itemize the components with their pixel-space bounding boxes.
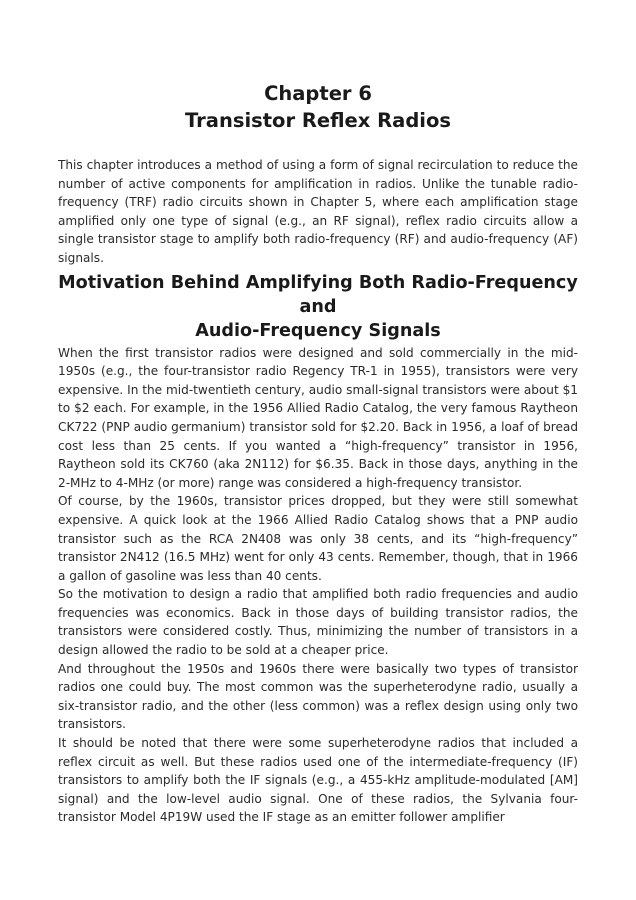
body-paragraph: So the motivation to design a radio that amplified both radio frequencies and audio frequencies was economics. Back in those days of building transistor radios, the transistors were considered costly. Thus, minimizing the number of transistors in a design allowed the radio to be sold at a cheaper price. (58, 587, 578, 658)
body-paragraph: And throughout the 1950s and 1960s there were basically two types of transistor radios one could buy. The most common was the superheterodyne radio, usually a six-transistor radio, and the other (less common) was a reflex design using only two transistors. (58, 661, 578, 732)
section-heading (56, 271, 580, 343)
section-heading-line-1: Motivation Behind Amplifying Both Radio-Frequency and (58, 272, 578, 317)
section-heading-line-2: Audio-Frequency Signals (195, 320, 441, 341)
chapter-title (58, 80, 578, 134)
intro-paragraph: This chapter introduces a method of using a form of signal recirculation to reduce the number of active components for amplification in radios. Unlike the tunable radio-frequency (TRF) radio circuits shown in Chapter 5, where each amplification stage amplified only one type of signal (e.g., an RF signal), reflex radio circuits allow a single transistor stage to amplify both radio-frequency (RF) and audio-frequency (AF) signals. (58, 158, 578, 265)
body-paragraph: When the first transistor radios were designed and sold commercially in the mid-1950s (e.g., the four-transistor radio Regency TR-1 in 1955), transistors were very expensive. In the mid-twentieth century, audio small-signal transistors were about $1 to $2 each. For example, in the 1956 Allied Radio Catalog, the very famous Raytheon CK722 (PNP audio germanium) transistor sold for $2.20. Back in 1956, a loaf of bread cost less than 25 cents. If you wanted a “high-frequency” transistor in 1956, Raytheon sold its CK760 (aka 2N112) for $6.35. Back in those days, anything in the 2-MHz to 4-MHz (or more) range was considered a high-frequency transistor. (58, 345, 578, 490)
document-page (58, 80, 578, 827)
chapter-name: Transistor Reflex Radios (185, 109, 451, 132)
body-paragraph: Of course, by the 1960s, transistor prices dropped, but they were still somewhat expensive. A quick look at the 1966 Allied Radio Catalog shows that a PNP audio transistor such as the RCA 2N408 was only 38 cents, and its “high-frequency” transistor 2N412 (16.5 MHz) went for only 43 cents. Remember, though, that in 1966 a gallon of gasoline was less than 40 cents. (58, 494, 578, 583)
body-paragraph: It should be noted that there were some superheterodyne radios that included a reflex circuit as well. But these radios used one of the intermediate-frequency (IF) transistors to amplify both the IF signals (e.g., a 455-kHz amplitude-modulated [AM] signal) and the low-level audio signal. One of these radios, the Sylvania four-transistor Model 4P19W used the IF stage as an emitter follower amplifier (58, 736, 578, 825)
chapter-number: Chapter 6 (264, 82, 372, 105)
